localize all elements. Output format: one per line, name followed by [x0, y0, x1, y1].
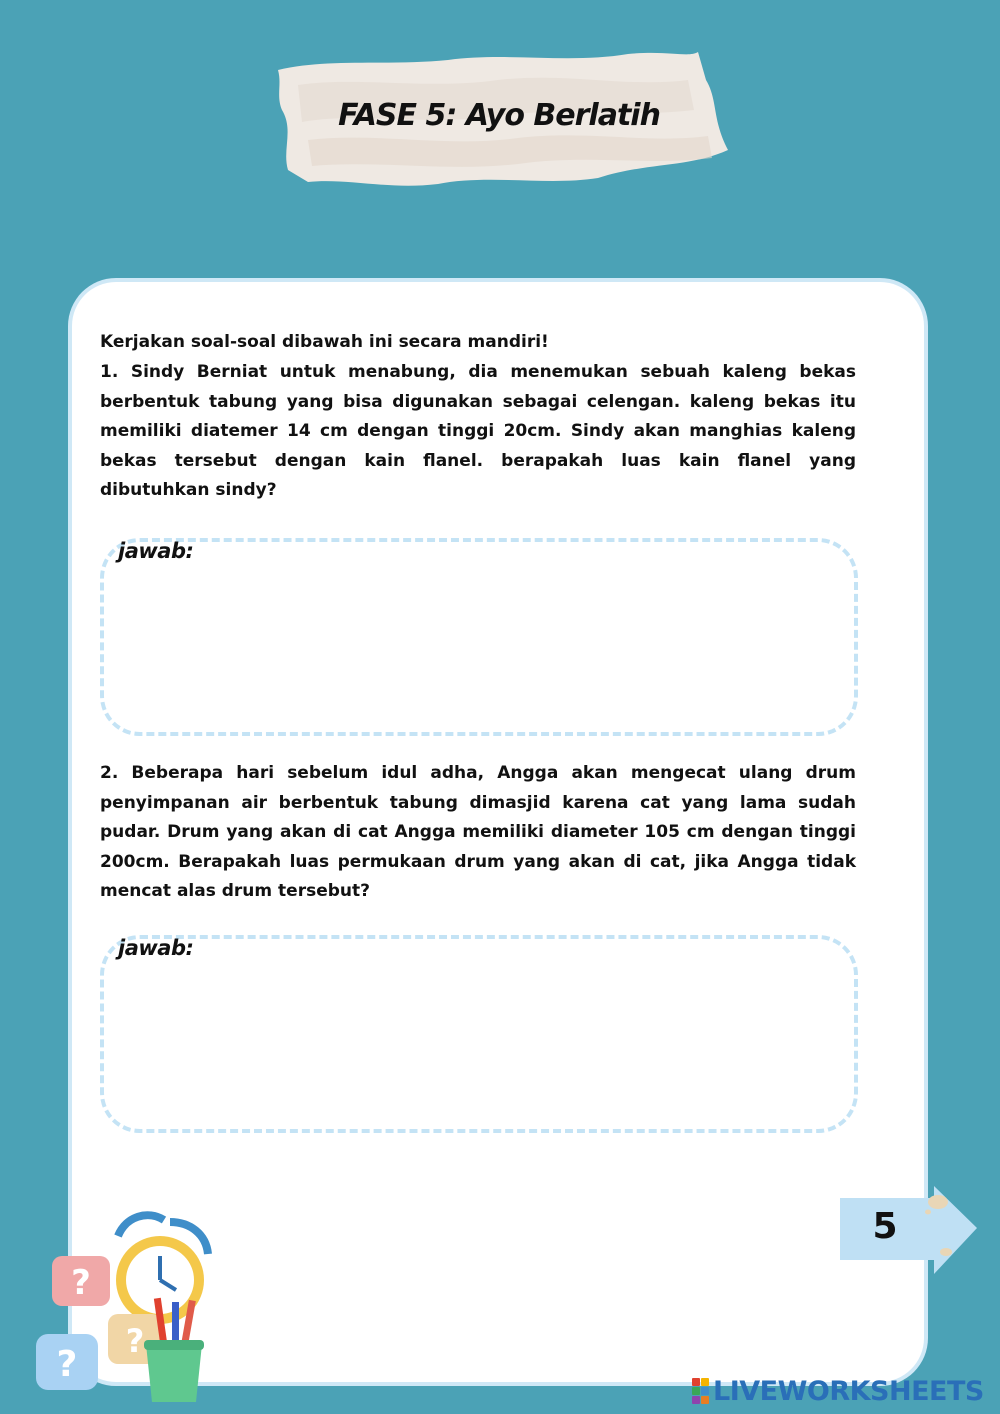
answer-1-label: jawab: [118, 539, 194, 563]
brand-name: LIVEWORKSHEETS [713, 1375, 984, 1407]
answer-1-input[interactable] [100, 538, 858, 736]
svg-text:?: ? [71, 1263, 91, 1303]
page-number-arrow [836, 1186, 981, 1278]
study-clipart [30, 1198, 240, 1408]
page-number: 5 [872, 1206, 898, 1247]
answer-2-label: jawab: [118, 936, 194, 960]
question-1-text: 1. Sindy Berniat untuk menabung, dia menemukan sebuah kaleng bekas berbentuk tabung yang bisa digunakan sebagai celengan. kaleng bekas itu memiliki diatemer 14 cm dengan tinggi 20cm. Sindy akan manghias kaleng bekas tersebut dengan kain flanel. berapakah luas kain flanel yang dibutuhkan sindy? [100, 362, 856, 500]
svg-text:?: ? [125, 1322, 145, 1360]
instruction-text: Kerjakan soal-soal dibawah ini secara mandiri! [100, 332, 549, 352]
answer-2-input[interactable] [100, 935, 858, 1133]
page-title: FASE 5: Ayo Berlatih [338, 98, 660, 133]
liveworksheets-logo[interactable] [692, 1374, 992, 1408]
logo-tiles-icon [692, 1378, 709, 1404]
alarm-clock-and-pencils-illustration [30, 1198, 240, 1408]
question-2-text: 2. Beberapa hari sebelum idul adha, Angga akan mengecat ulang drum penyimpanan air berbentuk tabung dimasjid karena cat yang lama sudah pudar. Drum yang akan di cat Angga memiliki diameter 105 cm dengan tinggi 200cm. Berapakah luas permukaan drum yang akan di cat, jika Angga tidak mencat alas drum tersebut? [100, 763, 856, 901]
title-banner [268, 40, 730, 190]
svg-text:?: ? [56, 1344, 78, 1385]
